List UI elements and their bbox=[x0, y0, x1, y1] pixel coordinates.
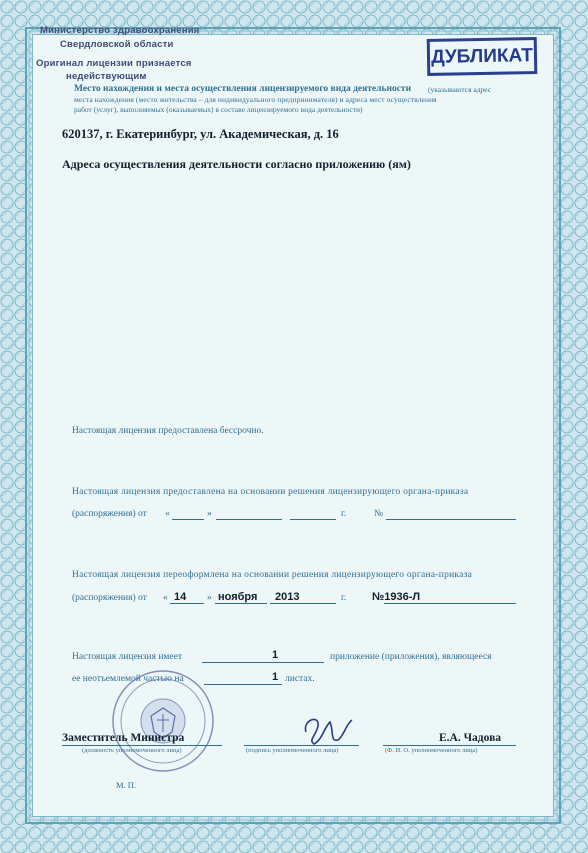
reissue-month-line bbox=[215, 603, 267, 604]
caption-name: (Ф. И. О. уполномоченного лица) bbox=[385, 747, 478, 754]
reissue-date-label: (распоряжения) от bbox=[72, 593, 147, 603]
signature-line bbox=[244, 745, 359, 746]
reissue-year-line bbox=[270, 603, 336, 604]
reissue-quote-open: « bbox=[163, 593, 168, 603]
reissue-year: 2013 bbox=[275, 591, 300, 603]
basis-day-blank bbox=[172, 519, 204, 520]
header-title: Место нахождения и места осуществления лицензируемого вида деятельности bbox=[74, 84, 412, 94]
address-value: 620137, г. Екатеринбург, ул. Академическая, д. 16 bbox=[62, 127, 339, 141]
basis-line-1: Настоящая лицензия предоставлена на основании решения лицензирующего органа-приказа bbox=[72, 487, 469, 497]
header-note-3: работ (услуг), выполняемых (оказываемых) в составе лицензируемого вида деятельности) bbox=[74, 105, 363, 114]
signatory-name: Е.А. Чадова bbox=[439, 732, 502, 744]
basis-quote-open: « bbox=[165, 509, 170, 519]
handwritten-signature bbox=[300, 710, 360, 750]
header-note-2: места нахождения (место жительства – для индивидуального предпринимателя) и адреса мест осуществления bbox=[74, 95, 437, 104]
annex-line-2-end: листах. bbox=[285, 674, 315, 684]
reissue-line-1: Настоящая лицензия переоформлена на основании решения лицензирующего органа-приказа bbox=[72, 570, 473, 580]
stamp-original-line1: Оригинал лицензии признается bbox=[36, 58, 192, 69]
annex-line-1-end: приложение (приложения), являющееся bbox=[330, 652, 492, 662]
annex-count: 1 bbox=[272, 649, 279, 661]
basis-number-label: № bbox=[374, 509, 384, 519]
addresses-note: Адреса осуществления деятельности согласно приложению (ям) bbox=[62, 157, 411, 171]
stamp-original-line2: недействующим bbox=[66, 71, 147, 82]
basis-quote-close: » bbox=[207, 509, 212, 519]
annex-line-1-start: Настоящая лицензия имеет bbox=[72, 652, 183, 662]
signatory-position: Заместитель Министра bbox=[62, 732, 185, 744]
basis-number-blank bbox=[386, 519, 516, 520]
name-line bbox=[383, 745, 516, 746]
basis-month-blank bbox=[216, 519, 282, 520]
reissue-day: 14 bbox=[174, 591, 187, 603]
basis-date-label: (распоряжения) от bbox=[72, 509, 147, 519]
position-line bbox=[62, 745, 222, 746]
basis-year-blank bbox=[290, 519, 336, 520]
official-seal bbox=[110, 668, 216, 774]
reissue-quote-close: » bbox=[207, 593, 212, 603]
reissue-day-line bbox=[170, 603, 204, 604]
header-note-1: (указываются адрес bbox=[428, 85, 492, 94]
duplicate-stamp: ДУБЛИКАТ bbox=[427, 37, 538, 76]
caption-position: (должность уполномоченного лица) bbox=[82, 747, 182, 754]
reissue-number: №1936-Л bbox=[372, 591, 421, 603]
annex-line-2-start: ее неотъемлемой частью на bbox=[72, 674, 184, 684]
stamp-ministry-line1: Министерство здравоохранения bbox=[40, 25, 200, 36]
basis-year-suffix: г. bbox=[341, 509, 347, 519]
stamp-place-label: М. П. bbox=[116, 780, 137, 790]
caption-signature: (подпись уполномоченного лица) bbox=[246, 747, 339, 754]
annex-count-line bbox=[202, 662, 324, 663]
license-term: Настоящая лицензия предоставлена бессрочно. bbox=[72, 426, 264, 436]
reissue-number-line bbox=[384, 603, 516, 604]
stamp-ministry-line2: Свердловской области bbox=[60, 39, 174, 50]
reissue-year-suffix: г. bbox=[341, 593, 347, 603]
annex-sheets: 1 bbox=[272, 671, 279, 683]
reissue-month: ноября bbox=[218, 591, 258, 603]
